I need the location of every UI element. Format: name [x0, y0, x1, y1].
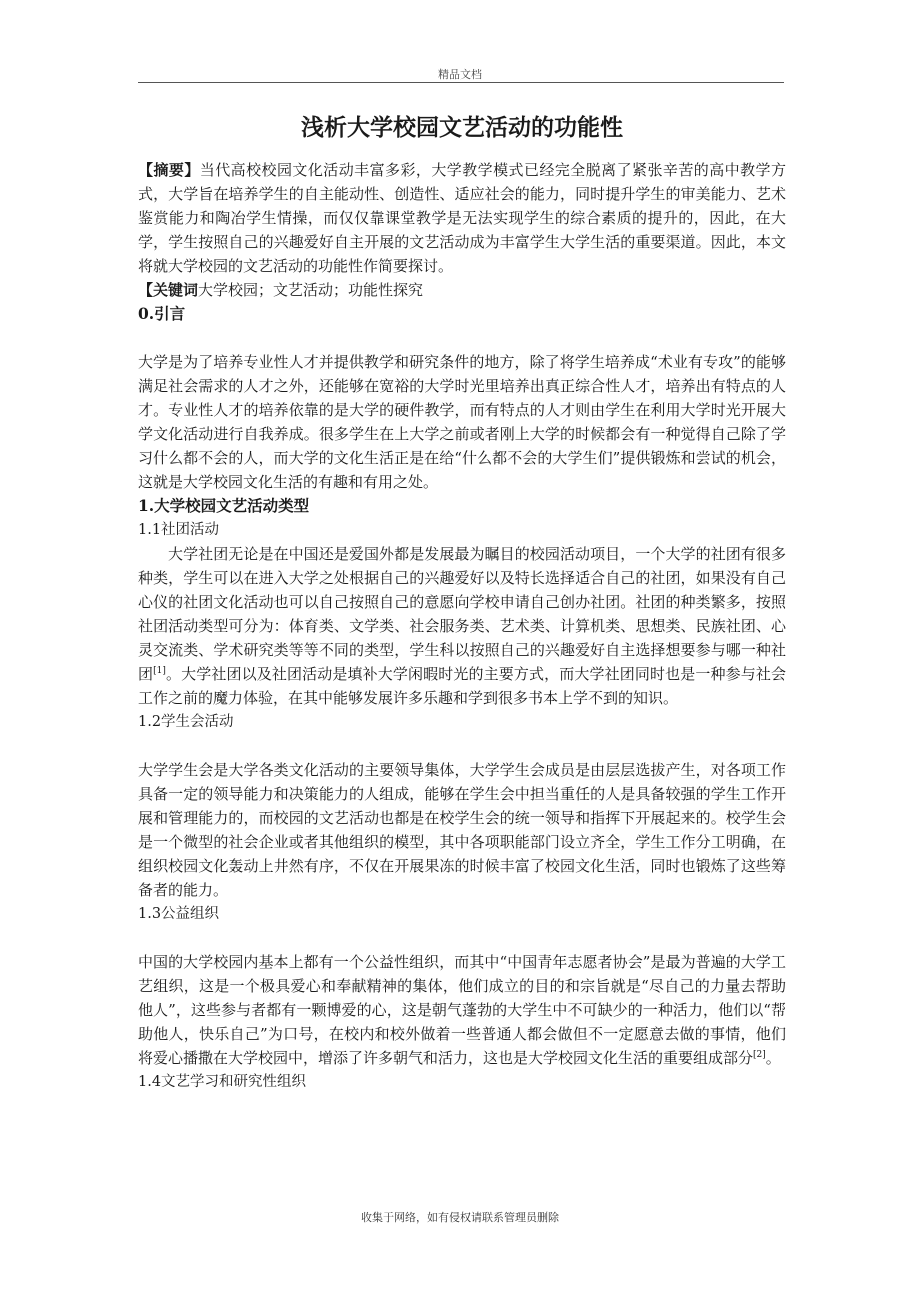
section-0-heading: 0.引言	[138, 304, 186, 323]
section-1-1-heading: 1.1社团活动	[138, 522, 220, 538]
section-0-paragraph: 大学是为了培养专业性人才并提供教学和研究条件的地方，除了将学生培养成“术业有专攻”的能够满足社会需求的人才之外，还能够在宽裕的大学时光里培养出真正综合性人才，培养出有特点的人才。专业性人才的培养依靠的是大学的硬件教学，而有特点的人才则由学生在利用大学时光开展大学文化活动进行自我养成。很多学生在上大学之前或者刚上大学的时候都会有一种觉得自己除了学习什么都不会的人，而大学的文化生活正是在给“什么都不会的大学生们”提供锻炼和尝试的机会，这就是大学校园文化生活的有趣和有用之处。	[138, 353, 786, 491]
abstract-label: 【摘要】	[138, 161, 200, 179]
abstract-text: 当代高校校园文化活动丰富多彩，大学教学模式已经完全脱离了紧张辛苦的高中教学方式，大学旨在培养学生的自主能动性、创造性、适应社会的能力，同时提升学生的审美能力、艺术鉴赏能力和陶冶学生情操，而仅仅靠课堂教学是无法实现学生的综合素质的提升的，因此，在大学，学生按照自己的兴趣爱好自主开展的文艺活动成为丰富学生大学生活的重要渠道。因此，本文将就大学校园的文艺活动的功能性作简要探讨。	[138, 161, 786, 275]
section-1-1-paragraph	[138, 542, 786, 710]
section-1-2-paragraph: 大学学生会是大学各类文化活动的主要领导集体，大学学生会成员是由层层选拔产生，对各项工作具备一定的领导能力和决策能力的人组成，能够在学生会中担当重任的人是具备较强的学生工作开展和管理能力的，而校园的文艺活动也都是在校学生会的统一领导和指挥下开展起来的。校学生会是一个微型的社会企业或者其他组织的模型，其中各项职能部门设立齐全，学生工作分工明确，在组织校园文化轰动上井然有序，不仅在开展果冻的时候丰富了校园文化生活，同时也锻炼了这些筹备者的能力。	[138, 761, 786, 899]
section-1-3-text-cont: 。	[765, 1049, 781, 1067]
page-footer: 收集于网络，如有侵权请联系管理员删除	[361, 1211, 559, 1224]
section-1-3-text: 中国的大学校园内基本上都有一个公益性组织，而其中“中国青年志愿者协会”是最为普遍的大学工艺组织，这是一个极具爱心和奉献精神的集体，他们成立的目的和宗旨就是“尽自己的力量去帮助他人”，这些参与者都有一颗博爱的心，这是朝气蓬勃的大学生中不可缺少的一种活力，他们以“帮助他人，快乐自己”为口号，在校内和校外做着一些普通人都会做但不一定愿意去做的事情，他们将爱心播撒在大学校园中，增添了许多朝气和活力，这也是大学校园文化生活的重要组成部分	[138, 953, 786, 1067]
citation-1[interactable]: [1]	[153, 666, 166, 676]
section-1-3-paragraph	[138, 950, 786, 1070]
document-title: 浅析大学校园文艺活动的功能性	[301, 115, 623, 141]
section-1-3-heading: 1.3公益组织	[138, 906, 220, 922]
spacer	[138, 326, 786, 350]
spacer	[138, 926, 786, 950]
keywords-label: 【关键词	[138, 281, 199, 299]
section-1-1-text: 大学社团无论是在中国还是爱国外都是发展最为瞩目的校园活动项目，一个大学的社团有很多种类，学生可以在进入大学之处根据自己的兴趣爱好以及特长选择适合自己的社团，如果没有自己心仪的社团文化活动也可以自己按照自己的意愿向学校申请自己创办社团。社团的种类繁多，按照社团活动类型可分为：体育类、文学类、社会服务类、艺术类、计算机类、思想类、民族社团、心灵交流类、学术研究类等等不同的类型，学生科以按照自己的兴趣爱好自主选择想要参与哪一种社团	[138, 545, 786, 683]
section-1-heading: 1.大学校园文艺活动类型	[138, 496, 310, 515]
section-1-1-text-cont: 。大学社团以及社团活动是填补大学闲暇时光的主要方式，而大学社团同时也是一种参与社会工作之前的魔力体验，在其中能够发展许多乐趣和学到很多书本上学不到的知识。	[138, 665, 786, 707]
header-divider	[138, 82, 784, 83]
abstract-paragraph	[138, 158, 786, 278]
spacer	[138, 734, 786, 758]
page-header: 精品文档	[438, 68, 482, 81]
section-1-2-heading: 1.2学生会活动	[138, 714, 234, 730]
section-1-4-heading: 1.4文艺学习和研究性组织	[138, 1074, 307, 1090]
citation-2[interactable]: [2]	[753, 1050, 766, 1060]
document-body	[138, 112, 786, 1094]
keywords-text: 大学校园；文艺活动；功能性探究	[198, 281, 424, 299]
keywords-paragraph	[138, 278, 786, 302]
